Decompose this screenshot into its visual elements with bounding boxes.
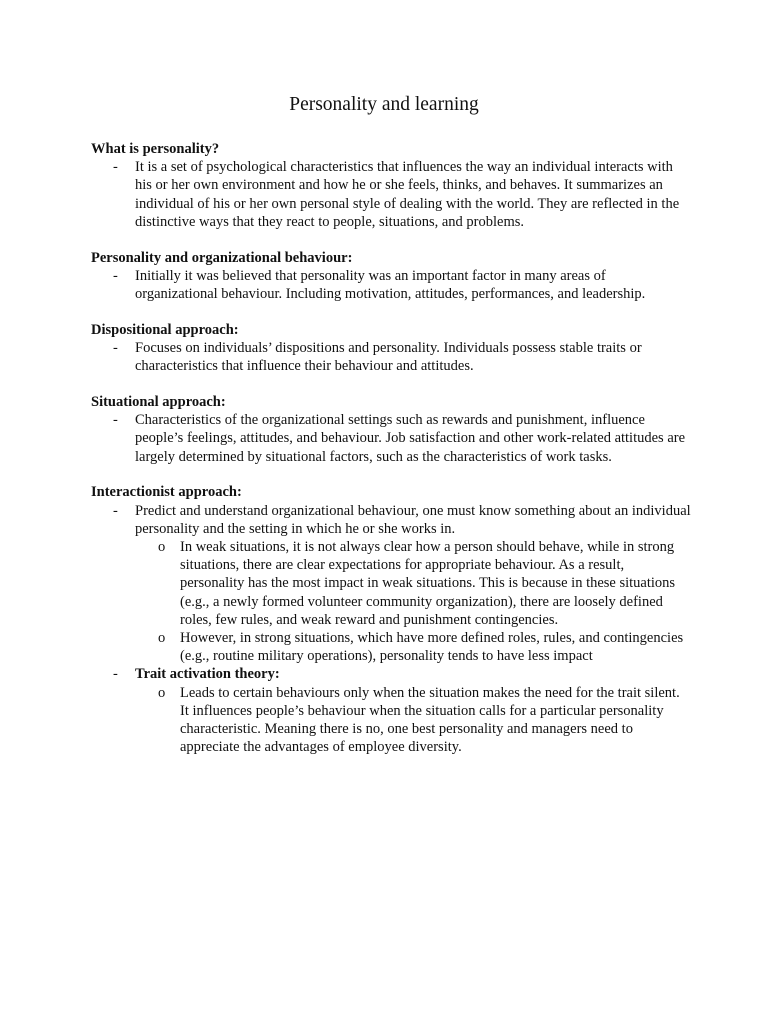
sub-list-item — [91, 684, 691, 757]
sub-list-item-text: In weak situations, it is not always clear how a person should behave, while in strong situations, there are clear expectations for appropriate behaviour. As a result, personality has the most impact in weak situations. This is because in these situations (e.g., a newly formed volunteer community organization), there are loosely defined roles, few rules, and weak reward and punishment contingencies. — [180, 539, 676, 628]
dash-bullet: - — [113, 159, 118, 176]
dash-bullet: - — [113, 340, 118, 357]
section-what-is-personality — [91, 140, 691, 231]
list-item-text: It is a set of psychological characteristics that influences the way an individual interacts with his or her own environment and how he or she feels, thinks, and behaves. It summarizes an individual of his or her own personal style of dealing with the world. They are reflected in the distinctive ways that they react to people, situations, and problems. — [135, 159, 680, 230]
sub-list-item — [91, 629, 691, 665]
sub-list-item-text: However, in strong situations, which have more defined roles, rules, and contingencies (e.g., routine military operations), personality tends to have less impact — [180, 630, 684, 665]
dash-bullet: - — [113, 267, 118, 284]
dash-bullet: - — [113, 412, 118, 429]
section-interactionist — [91, 483, 691, 756]
section-heading: Personality and organizational behaviour: — [91, 249, 353, 266]
list-item — [91, 665, 691, 683]
section-situational — [91, 393, 691, 466]
document-body — [91, 140, 691, 774]
section-personality-ob — [91, 249, 691, 304]
list-item — [91, 502, 691, 538]
page-title: Personality and learning — [289, 94, 479, 115]
dash-bullet: - — [113, 502, 118, 519]
list-item-text: Initially it was believed that personality was an important factor in many areas of organizational behaviour. Including motivation, attitudes, performances, and leadership. — [135, 267, 646, 303]
list-item — [91, 267, 691, 303]
dash-bullet: - — [113, 666, 118, 683]
list-item-text: Characteristics of the organizational settings such as rewards and punishment, influence people’s feelings, attitudes, and behaviour. Job satisfaction and other work-related attitudes are largely determined by situational factors, such as the characteristics of work tasks. — [135, 412, 686, 465]
circle-bullet: o — [158, 630, 166, 647]
section-heading: Interactionist approach: — [91, 484, 242, 501]
section-dispositional — [91, 321, 691, 376]
trait-activation-heading: Trait activation theory: — [135, 666, 280, 683]
circle-bullet: o — [158, 684, 166, 701]
list-item — [91, 158, 691, 231]
sub-list-item-text: Leads to certain behaviours only when the situation makes the need for the trait silent. It influences people’s behaviour when the situation calls for a particular personality characteristic. Meaning there is no, one best personality and managers need to appreciate the advantages of employee diversity. — [180, 684, 680, 756]
section-heading: What is personality? — [91, 141, 220, 157]
section-heading: Dispositional approach: — [91, 321, 239, 338]
list-item — [91, 411, 691, 466]
sub-list-item — [91, 538, 691, 629]
list-item-text: Focuses on individuals’ dispositions and personality. Individuals possess stable traits or characteristics that influence their behaviour and attitudes. — [135, 340, 642, 375]
section-heading: Situational approach: — [91, 394, 226, 411]
list-item — [91, 339, 691, 375]
circle-bullet: o — [158, 539, 166, 556]
list-item-text: Predict and understand organizational behaviour, one must know something about an individual personality and the setting in which he or she works in. — [135, 502, 691, 537]
